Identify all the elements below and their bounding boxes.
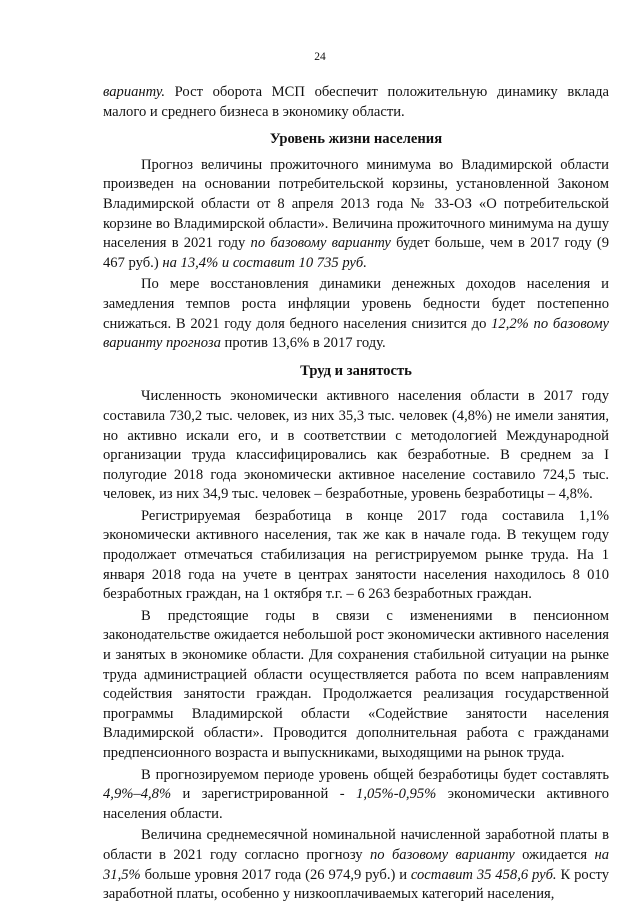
italic-text: составит 35 458,6 руб. <box>410 866 557 883</box>
paragraph-pension-legislation: В предстоящие годы в связи с изменениями в пенсионном законодательстве ожидается небольшой рост экономически активного населения и занятых в экономике области. Для сохранения стабильной ситуации на рынке труда администрацией области осуществляется работа по всем направлениям содействия занятости граждан. Продолжается реализация государственной программы Владимирской области «Содействие занятости населения Владимирской области». Проводится дополнительная работа с гражданами предпенсионного возраста и выпускниками, выходящими на рынок труда. <box>103 607 609 761</box>
italic-text: 4,9%–4,8% <box>103 786 172 803</box>
italic-text: 1,05%-0,95% <box>356 786 437 803</box>
paragraph-registered-unemployment: Регистрируемая безработица в конце 2017 года составила 1,1% экономически активного населения, так же как в начале года. В текущем году продолжает отмечаться стабилизация на регистрируемом рынке труда. На 1 января 2018 года на учете в центрах занятости населения находилось 8 010 безработных граждан, на 1 октября т.г. – 6 263 безработных граждан. <box>103 507 609 603</box>
italic-text: на 13,4% и составит 10 735 руб. <box>162 254 367 271</box>
italic-text: по базовому варианту <box>369 846 515 863</box>
italic-text: варианту. <box>103 84 166 100</box>
italic-text: на 31,5% <box>103 846 610 883</box>
page-number: 24 <box>314 51 326 63</box>
paragraph-msp-growth: варианту. Рост оборота МСП обеспечит положительную динамику вклада малого и среднего бизнеса в экономику области. <box>103 84 609 120</box>
paragraph-poverty-level: По мере восстановления динамики денежных доходов населения и замедления темпов роста инфляции уровень бедности будет постепенно снижаться. В 2021 году доля бедного населения снизится до 12,2% по базовому варианту прогноза против 13,6% в 2017 году. <box>103 276 609 352</box>
italic-text: 12,2% по базовому варианту прогноза <box>103 315 609 352</box>
paragraph-unemployment-forecast: В прогнозируемом периоде уровень общей безработицы будет составлять 4,9%–4,8% и зарегистрированной - 1,05%-0,95% экономически активного населения области. <box>103 766 609 822</box>
paragraph-active-population: Численность экономически активного населения области в 2017 году составила 730,2 тыс. человек, из них 35,3 тыс. человек (4,8%) не имели занятия, но активно искали его, и в соответствии с методологией Международной организации труда классифицировались как безработные. В среднем за I полугодие 2018 года экономически активное население составило 724,5 тыс. человек, из них 34,9 тыс. человек – безработные, уровень безработицы – 4,8%. <box>103 388 609 503</box>
paragraph-subsistence-minimum: Прогноз величины прожиточного минимума во Владимирской области произведен на основании потребительской корзины, установленной Законом Владимирской области от 8 апреля 2013 года № 33-ОЗ «О потребительской корзине во Владимирской области». Величина прожиточного минимума на душу населения в 2021 году по базовому варианту будет больше, чем в 2017 году (9 467 руб.) на 13,4% и составит 10 735 руб. <box>103 156 610 271</box>
document-body <box>103 83 609 905</box>
heading-living-standards: Уровень жизни населения <box>269 131 443 148</box>
paragraph-wage-forecast: Величина среднемесячной номинальной начисленной заработной платы в области в 2021 году согласно прогнозу по базовому варианту ожидается на 31,5% больше уровня 2017 года (26 974,9 руб.) и составит 35 458,6 руб. К росту заработной платы, особенно у низкооплачиваемых категорий населения, <box>103 827 610 903</box>
heading-labor-employment: Труд и занятость <box>300 362 412 379</box>
italic-text: по базовому варианту <box>250 235 391 252</box>
